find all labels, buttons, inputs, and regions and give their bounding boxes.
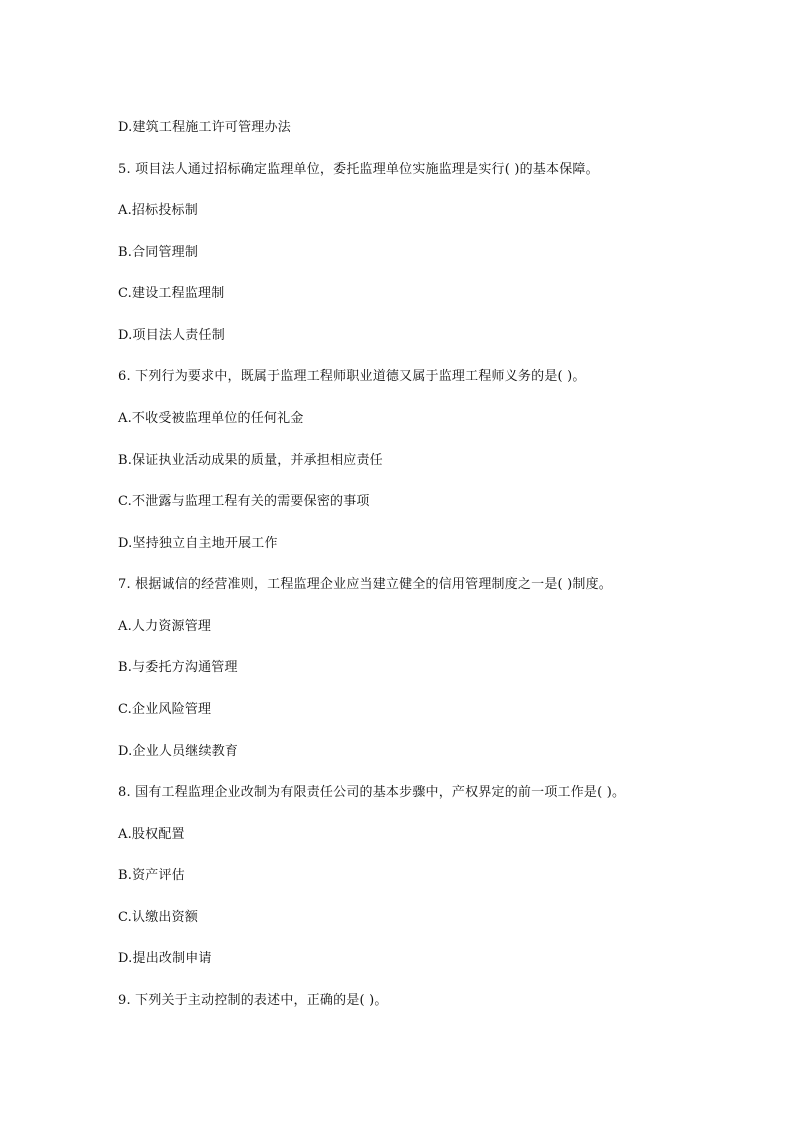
question-6: 6. 下列行为要求中，既属于监理工程师职业道德又属于监理工程师义务的是( )。 [118,369,586,384]
option-c-q8: C.认缴出资额 [118,910,199,925]
option-c-q5: C.建设工程监理制 [118,286,225,301]
option-d-q4: D.建筑工程施工许可管理办法 [118,120,291,135]
option-b-q7: B.与委托方沟通管理 [118,660,238,675]
question-8: 8. 国有工程监理企业改制为有限责任公司的基本步骤中，产权界定的前一项工作是( )。 [118,785,626,800]
option-c-q6: C.不泄露与监理工程有关的需要保密的事项 [118,494,370,509]
option-d-q6: D.坚持独立自主地开展工作 [118,536,278,551]
question-5: 5. 项目法人通过招标确定监理单位，委托监理单位实施监理是实行( )的基本保障。 [118,162,599,177]
option-a-q5: A.招标投标制 [118,203,198,218]
option-d-q8: D.提出改制申请 [118,951,212,966]
option-a-q8: A.股权配置 [118,827,185,842]
option-b-q5: B.合同管理制 [118,245,199,260]
option-c-q7: C.企业风险管理 [118,702,212,717]
question-9: 9. 下列关于主动控制的表述中，正确的是( )。 [118,993,388,1008]
question-7: 7. 根据诚信的经营准则，工程监理企业应当建立健全的信用管理制度之一是( )制度。 [118,577,613,592]
option-d-q7: D.企业人员继续教育 [118,744,239,759]
option-a-q6: A.不收受被监理单位的任何礼金 [118,411,304,426]
option-d-q5: D.项目法人责任制 [118,328,225,343]
option-b-q6: B.保证执业活动成果的质量，并承担相应责任 [118,453,383,468]
option-b-q8: B.资产评估 [118,868,185,883]
option-a-q7: A.人力资源管理 [118,619,212,634]
